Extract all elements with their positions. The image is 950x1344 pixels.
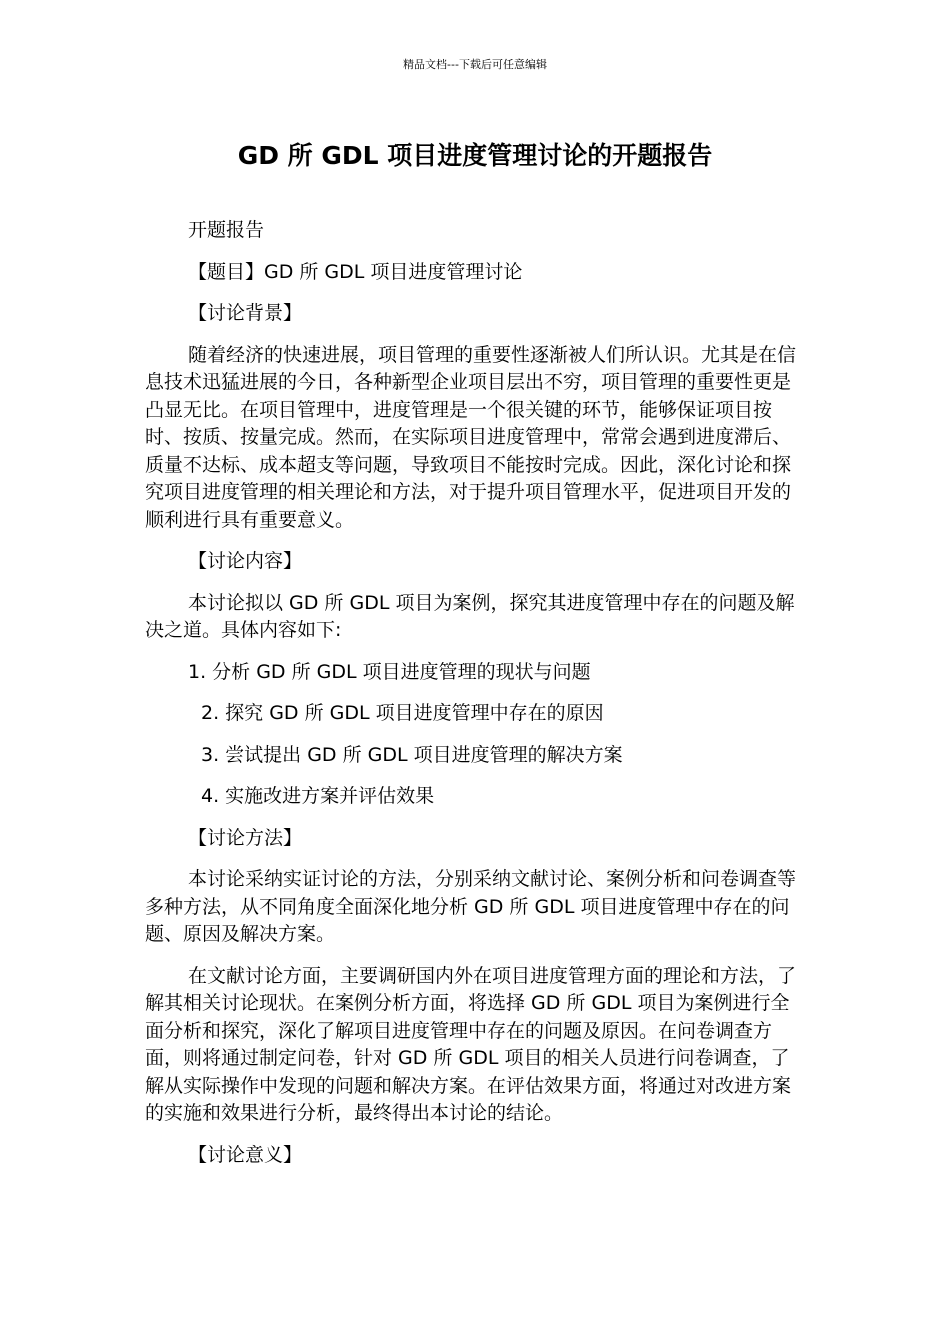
topic-line: 【题目】GD 所 GDL 项目进度管理讨论 [188, 260, 523, 283]
header-note: 精品文档---下载后可任意编辑 [403, 58, 547, 71]
method-heading: 【讨论方法】 [188, 826, 303, 849]
content-heading: 【讨论内容】 [188, 550, 303, 572]
list-item: 3. 尝试提出 GD 所 GDL 项目进度管理的解决方案 [201, 743, 623, 766]
background-paragraph: 随着经济的快速进展，项目管理的重要性逐渐被人们所认识。尤其是在信息技术迅猛进展的今日，各种新型企业项目层出不穷，项目管理的重要性更是凸显无比。在项目管理中，进度管理是一个很关键的环节，能够保证项目按时、按质、按量完成。然而，在实际项目进度管理中，常常会遇到进度滞后、质量不达标、成本超支等问题，导致项目不能按时完成。因此，深化讨论和探究项目进度管理的相关理论和方法，对于提升项目管理水平，促进项目开发的顺利进行具有重要意义。 [145, 343, 797, 531]
report-label: 开题报告 [188, 219, 265, 241]
content-intro-paragraph: 本讨论拟以 GD 所 GDL 项目为案例，探究其进度管理中存在的问题及解决之道。具体内容如下: [145, 591, 795, 641]
document-body [145, 217, 805, 1183]
document-title: GD 所 GDL 项目进度管理讨论的开题报告 [237, 141, 713, 170]
list-item: 1. 分析 GD 所 GDL 项目进度管理的现状与问题 [188, 660, 591, 683]
list-item: 2. 探究 GD 所 GDL 项目进度管理中存在的原因 [201, 702, 604, 724]
content-list [145, 659, 805, 811]
list-item: 4. 实施改进方案并评估效果 [201, 785, 435, 807]
significance-heading: 【讨论意义】 [188, 1143, 303, 1166]
background-heading: 【讨论背景】 [188, 302, 303, 324]
method-paragraph-1: 本讨论采纳实证讨论的方法，分别采纳文献讨论、案例分析和问卷调查等多种方法，从不同角度全面深化地分析 GD 所 GDL 项目进度管理中存在的问题、原因及解决方案。 [145, 868, 797, 945]
method-paragraph-2: 在文献讨论方面，主要调研国内外在项目进度管理方面的理论和方法，了解其相关讨论现状。在案例分析方面，将选择 GD 所 GDL 项目为案例进行全面分析和探究，深化了解项目进度管理中存在的问题及原因。在问卷调查方面，则将通过制定问卷，针对 GD 所 GDL 项目的相关人员进行问卷调查，了解从实际操作中发现的问题和解决方案。在评估效果方面，将通过对改进方案的实施和效果进行分析，最终得出本讨论的结论。 [145, 964, 797, 1124]
